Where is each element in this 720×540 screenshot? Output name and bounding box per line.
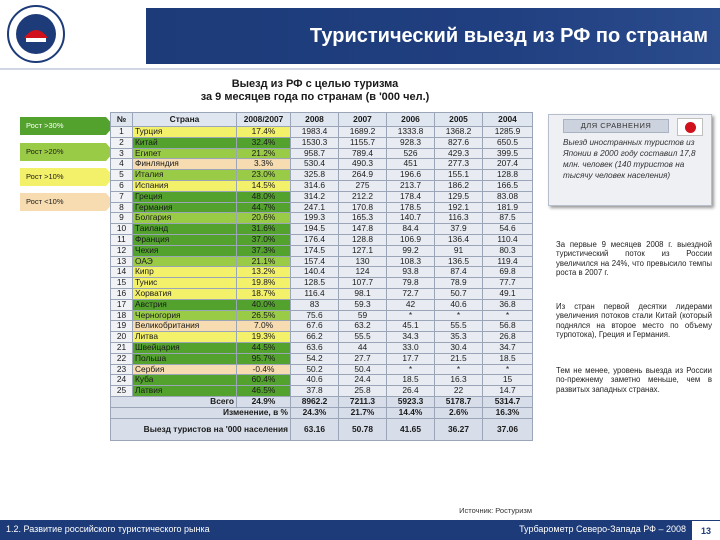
- row-2007: 490.3: [339, 159, 387, 170]
- table-row: [111, 213, 533, 224]
- row-2007: 63.2: [339, 321, 387, 332]
- row-number: 14: [111, 267, 133, 278]
- row-2008: 247.1: [291, 202, 339, 213]
- col-header-2005: 2005: [435, 113, 483, 127]
- row-country: Куба: [133, 375, 237, 386]
- row-2007: 59.3: [339, 299, 387, 310]
- row-2008: 314.6: [291, 180, 339, 191]
- per1000-label: Выезд туристов на '000 населения: [111, 418, 291, 440]
- row-2005: 186.2: [435, 180, 483, 191]
- row-2004: 128.8: [483, 170, 533, 181]
- row-number: 5: [111, 170, 133, 181]
- col-header-num: №: [111, 113, 133, 127]
- row-2006: 178.5: [387, 202, 435, 213]
- row-country: Таиланд: [133, 224, 237, 235]
- row-2008: 325.8: [291, 170, 339, 181]
- row-number: 3: [111, 148, 133, 159]
- table-row: [111, 245, 533, 256]
- table-row: [111, 137, 533, 148]
- table-row: [111, 256, 533, 267]
- row-2004: 181.9: [483, 202, 533, 213]
- page-title: Туристический выезд из РФ по странам: [309, 25, 708, 47]
- row-2005: 192.1: [435, 202, 483, 213]
- per1000-2004: 37.06: [483, 418, 533, 440]
- row-change: 44.7%: [237, 202, 291, 213]
- page-number: 13: [692, 520, 720, 540]
- comparison-box: [548, 114, 712, 206]
- row-2005: 277.3: [435, 159, 483, 170]
- row-2006: 93.8: [387, 267, 435, 278]
- row-2006: 79.8: [387, 278, 435, 289]
- row-2006: 99.2: [387, 245, 435, 256]
- row-2004: 15: [483, 375, 533, 386]
- row-change: 95.7%: [237, 353, 291, 364]
- note-leaders: Из стран первой десятки лидерами увеличения потоков стали Китай (который поднялся на второе место по объему турпотока), Греция и Германия.: [556, 302, 712, 340]
- row-2005: *: [435, 310, 483, 321]
- row-2004: 18.5: [483, 353, 533, 364]
- row-2007: 128.8: [339, 234, 387, 245]
- row-country: Болгария: [133, 213, 237, 224]
- row-country: Великобритания: [133, 321, 237, 332]
- row-2005: 55.5: [435, 321, 483, 332]
- row-change: 60.4%: [237, 375, 291, 386]
- row-country: Франция: [133, 234, 237, 245]
- row-2005: 129.5: [435, 191, 483, 202]
- row-country: Германия: [133, 202, 237, 213]
- row-2004: 87.5: [483, 213, 533, 224]
- table-row: [111, 224, 533, 235]
- row-2007: 147.8: [339, 224, 387, 235]
- row-2005: 91: [435, 245, 483, 256]
- row-country: Турция: [133, 127, 237, 138]
- title-bar: [146, 8, 720, 64]
- row-country: Египет: [133, 148, 237, 159]
- row-2008: 958.7: [291, 148, 339, 159]
- table-row: [111, 148, 533, 159]
- row-2007: 50.4: [339, 364, 387, 375]
- row-country: Испания: [133, 180, 237, 191]
- growth-label: Изменение, в %: [111, 407, 291, 418]
- row-2004: 34.7: [483, 342, 533, 353]
- row-country: Греция: [133, 191, 237, 202]
- row-change: 17.4%: [237, 127, 291, 138]
- row-2007: 107.7: [339, 278, 387, 289]
- row-2005: 21.5: [435, 353, 483, 364]
- row-change: 37.0%: [237, 234, 291, 245]
- row-2006: 18.5: [387, 375, 435, 386]
- col-header-change: 2008/2007: [237, 113, 291, 127]
- source-caption: Источник: Ростуризм: [459, 506, 532, 515]
- row-2006: 213.7: [387, 180, 435, 191]
- row-number: 13: [111, 256, 133, 267]
- row-number: 4: [111, 159, 133, 170]
- total-2008: 8962.2: [291, 396, 339, 407]
- table-row: [111, 180, 533, 191]
- row-2005: 16.3: [435, 375, 483, 386]
- row-2007: 127.1: [339, 245, 387, 256]
- row-number: 2: [111, 137, 133, 148]
- row-2006: 45.1: [387, 321, 435, 332]
- logo-icon: [6, 4, 66, 64]
- subtitle-line1: Выезд из РФ с целью туризма: [231, 78, 399, 90]
- growth-2005: 2.6%: [435, 407, 483, 418]
- row-2004: 83.08: [483, 191, 533, 202]
- data-table: [110, 112, 533, 441]
- row-change: 7.0%: [237, 321, 291, 332]
- row-2006: 34.3: [387, 332, 435, 343]
- row-2005: 30.4: [435, 342, 483, 353]
- row-country: Польша: [133, 353, 237, 364]
- table-row: [111, 288, 533, 299]
- total-2006: 5923.3: [387, 396, 435, 407]
- row-2006: 140.7: [387, 213, 435, 224]
- row-2006: *: [387, 364, 435, 375]
- row-2007: 275: [339, 180, 387, 191]
- row-2004: 80.3: [483, 245, 533, 256]
- row-2007: 264.9: [339, 170, 387, 181]
- table-row: [111, 375, 533, 386]
- table-row: [111, 191, 533, 202]
- row-2006: 17.7: [387, 353, 435, 364]
- row-2008: 530.4: [291, 159, 339, 170]
- row-country: Кипр: [133, 267, 237, 278]
- row-number: 6: [111, 180, 133, 191]
- comparison-heading: ДЛЯ СРАВНЕНИЯ: [563, 119, 669, 133]
- row-2007: 170.8: [339, 202, 387, 213]
- flag-circle: [685, 122, 696, 133]
- row-number: 20: [111, 332, 133, 343]
- row-2008: 1983.4: [291, 127, 339, 138]
- row-number: 9: [111, 213, 133, 224]
- row-number: 11: [111, 234, 133, 245]
- row-2008: 314.2: [291, 191, 339, 202]
- row-2007: 789.4: [339, 148, 387, 159]
- row-2007: 25.8: [339, 386, 387, 397]
- row-2005: 22: [435, 386, 483, 397]
- table-row: [111, 342, 533, 353]
- row-number: 1: [111, 127, 133, 138]
- row-2004: 36.8: [483, 299, 533, 310]
- table-row: [111, 170, 533, 181]
- row-change: 21.2%: [237, 148, 291, 159]
- row-2008: 116.4: [291, 288, 339, 299]
- growth-row: [111, 407, 533, 418]
- total-row: [111, 396, 533, 407]
- row-2006: 108.3: [387, 256, 435, 267]
- row-change: 19.3%: [237, 332, 291, 343]
- total-2007: 7211.3: [339, 396, 387, 407]
- total-change: 24.9%: [237, 396, 291, 407]
- row-2005: 429.3: [435, 148, 483, 159]
- note-growth: За первые 9 месяцев 2008 г. выездной туристический поток из России увеличился на 24%, что превысило темпы роста в 2007 г.: [556, 240, 712, 278]
- legend-growth-30: Рост >30%: [20, 117, 106, 135]
- row-country: Китай: [133, 137, 237, 148]
- row-change: 31.6%: [237, 224, 291, 235]
- table-row: [111, 278, 533, 289]
- row-2006: 106.9: [387, 234, 435, 245]
- row-2004: 119.4: [483, 256, 533, 267]
- col-header-2004: 2004: [483, 113, 533, 127]
- row-2007: 1689.2: [339, 127, 387, 138]
- row-2004: *: [483, 364, 533, 375]
- row-country: Чехия: [133, 245, 237, 256]
- row-2008: 67.6: [291, 321, 339, 332]
- row-change: 23.0%: [237, 170, 291, 181]
- col-header-2006: 2006: [387, 113, 435, 127]
- row-2006: 451: [387, 159, 435, 170]
- row-2007: 124: [339, 267, 387, 278]
- row-2005: 155.1: [435, 170, 483, 181]
- table-row: [111, 267, 533, 278]
- row-number: 22: [111, 353, 133, 364]
- comparison-text: Выезд иностранных туристов из Японии в 2000 году составил 17,8 млн. человек (140 туристов на тысячу человек населения): [563, 138, 696, 180]
- row-number: 16: [111, 288, 133, 299]
- row-change: 21.1%: [237, 256, 291, 267]
- row-2004: 77.7: [483, 278, 533, 289]
- total-2005: 5178.7: [435, 396, 483, 407]
- row-change: 13.2%: [237, 267, 291, 278]
- row-2005: 136.4: [435, 234, 483, 245]
- row-2006: 42: [387, 299, 435, 310]
- chart-subtitle: [150, 78, 480, 104]
- growth-2004: 16.3%: [483, 407, 533, 418]
- row-number: 18: [111, 310, 133, 321]
- row-2008: 194.5: [291, 224, 339, 235]
- growth-2006: 14.4%: [387, 407, 435, 418]
- table-row: [111, 159, 533, 170]
- japan-flag-icon: [677, 118, 703, 136]
- row-2008: 37.8: [291, 386, 339, 397]
- row-country: Сербия: [133, 364, 237, 375]
- row-2006: 178.4: [387, 191, 435, 202]
- per1000-2007: 50.78: [339, 418, 387, 440]
- row-2004: 69.8: [483, 267, 533, 278]
- row-country: Италия: [133, 170, 237, 181]
- row-number: 17: [111, 299, 133, 310]
- row-2007: 44: [339, 342, 387, 353]
- row-change: 14.5%: [237, 180, 291, 191]
- row-country: Латвия: [133, 386, 237, 397]
- col-header-country: Страна: [133, 113, 237, 127]
- row-2007: 55.5: [339, 332, 387, 343]
- row-2007: 27.7: [339, 353, 387, 364]
- row-2005: 827.6: [435, 137, 483, 148]
- row-2004: 14.7: [483, 386, 533, 397]
- row-country: Швейцария: [133, 342, 237, 353]
- row-country: Финляндия: [133, 159, 237, 170]
- row-2008: 66.2: [291, 332, 339, 343]
- row-number: 21: [111, 342, 133, 353]
- row-change: 44.5%: [237, 342, 291, 353]
- row-2008: 75.6: [291, 310, 339, 321]
- row-2004: 399.5: [483, 148, 533, 159]
- row-change: 46.5%: [237, 386, 291, 397]
- row-2006: 33.0: [387, 342, 435, 353]
- row-2005: 40.6: [435, 299, 483, 310]
- table-row: [111, 299, 533, 310]
- row-country: ОАЭ: [133, 256, 237, 267]
- col-header-2007: 2007: [339, 113, 387, 127]
- row-2008: 54.2: [291, 353, 339, 364]
- total-2004: 5314.7: [483, 396, 533, 407]
- row-2005: 1368.2: [435, 127, 483, 138]
- row-2004: 166.5: [483, 180, 533, 191]
- footer-section: 1.2. Развитие российского туристического рынка: [6, 524, 210, 534]
- table-row: [111, 353, 533, 364]
- table-row: [111, 386, 533, 397]
- row-change: 37.3%: [237, 245, 291, 256]
- row-2004: 54.6: [483, 224, 533, 235]
- legend-growth-less-10: Рост <10%: [20, 193, 106, 211]
- row-number: 24: [111, 375, 133, 386]
- table-header-row: [111, 113, 533, 127]
- row-number: 12: [111, 245, 133, 256]
- row-2005: 35.3: [435, 332, 483, 343]
- row-2007: 24.4: [339, 375, 387, 386]
- row-country: Литва: [133, 332, 237, 343]
- row-2006: *: [387, 310, 435, 321]
- row-change: 19.8%: [237, 278, 291, 289]
- row-2006: 1333.8: [387, 127, 435, 138]
- row-2004: 1285.9: [483, 127, 533, 138]
- footer-publication: Турбарометр Северо-Запада РФ – 2008: [519, 524, 686, 534]
- row-2008: 40.6: [291, 375, 339, 386]
- row-number: 23: [111, 364, 133, 375]
- col-header-2008: 2008: [291, 113, 339, 127]
- row-2004: 207.4: [483, 159, 533, 170]
- row-2006: 526: [387, 148, 435, 159]
- note-comparison: Тем не менее, уровень выезда из России по-прежнему заметно меньше, чем в развитых западных странах.: [556, 366, 712, 394]
- row-2004: 26.8: [483, 332, 533, 343]
- row-2008: 63.6: [291, 342, 339, 353]
- row-number: 7: [111, 191, 133, 202]
- row-change: -0.4%: [237, 364, 291, 375]
- legend-growth-10: Рост >10%: [20, 168, 106, 186]
- row-2005: *: [435, 364, 483, 375]
- row-country: Австрия: [133, 299, 237, 310]
- row-2005: 37.9: [435, 224, 483, 235]
- row-2006: 26.4: [387, 386, 435, 397]
- row-2008: 157.4: [291, 256, 339, 267]
- row-change: 3.3%: [237, 159, 291, 170]
- row-2008: 1530.3: [291, 137, 339, 148]
- table-row: [111, 234, 533, 245]
- subtitle-line2: за 9 месяцев года по странам (в '000 чел.): [200, 91, 430, 103]
- row-2004: 650.5: [483, 137, 533, 148]
- row-2005: 50.7: [435, 288, 483, 299]
- tourism-table: [110, 112, 532, 441]
- legend-growth-20: Рост >20%: [20, 143, 106, 161]
- row-2005: 78.9: [435, 278, 483, 289]
- table-row: [111, 127, 533, 138]
- row-2007: 212.2: [339, 191, 387, 202]
- row-2004: *: [483, 310, 533, 321]
- row-2008: 128.5: [291, 278, 339, 289]
- per1000-2006: 41.65: [387, 418, 435, 440]
- growth-2007: 21.7%: [339, 407, 387, 418]
- row-2008: 140.4: [291, 267, 339, 278]
- row-2007: 130: [339, 256, 387, 267]
- total-label: Всего: [111, 396, 237, 407]
- per1000-2005: 36.27: [435, 418, 483, 440]
- row-2005: 87.4: [435, 267, 483, 278]
- row-change: 26.5%: [237, 310, 291, 321]
- per1000-row: [111, 418, 533, 440]
- row-2004: 56.8: [483, 321, 533, 332]
- row-2008: 174.5: [291, 245, 339, 256]
- per1000-2008: 63.16: [291, 418, 339, 440]
- table-row: [111, 321, 533, 332]
- footer: [0, 520, 720, 540]
- table-row: [111, 364, 533, 375]
- row-2007: 165.3: [339, 213, 387, 224]
- row-2006: 84.4: [387, 224, 435, 235]
- row-number: 8: [111, 202, 133, 213]
- row-change: 20.6%: [237, 213, 291, 224]
- row-2004: 110.4: [483, 234, 533, 245]
- table-body: [111, 127, 533, 397]
- growth-2008: 24.3%: [291, 407, 339, 418]
- row-change: 48.0%: [237, 191, 291, 202]
- header: [0, 0, 720, 72]
- row-2006: 196.6: [387, 170, 435, 181]
- row-2008: 176.4: [291, 234, 339, 245]
- row-2006: 928.3: [387, 137, 435, 148]
- table-row: [111, 310, 533, 321]
- row-2007: 59: [339, 310, 387, 321]
- row-2007: 98.1: [339, 288, 387, 299]
- table-row: [111, 202, 533, 213]
- row-number: 15: [111, 278, 133, 289]
- row-2005: 136.5: [435, 256, 483, 267]
- row-2004: 49.1: [483, 288, 533, 299]
- table-row: [111, 332, 533, 343]
- row-2007: 1155.7: [339, 137, 387, 148]
- row-number: 19: [111, 321, 133, 332]
- row-2006: 72.7: [387, 288, 435, 299]
- row-2008: 83: [291, 299, 339, 310]
- row-2008: 199.3: [291, 213, 339, 224]
- row-number: 10: [111, 224, 133, 235]
- row-2005: 116.3: [435, 213, 483, 224]
- row-change: 40.0%: [237, 299, 291, 310]
- row-change: 32.4%: [237, 137, 291, 148]
- header-divider: [0, 68, 720, 70]
- row-2008: 50.2: [291, 364, 339, 375]
- row-country: Черногория: [133, 310, 237, 321]
- row-number: 25: [111, 386, 133, 397]
- row-country: Тунис: [133, 278, 237, 289]
- row-country: Хорватия: [133, 288, 237, 299]
- row-change: 18.7%: [237, 288, 291, 299]
